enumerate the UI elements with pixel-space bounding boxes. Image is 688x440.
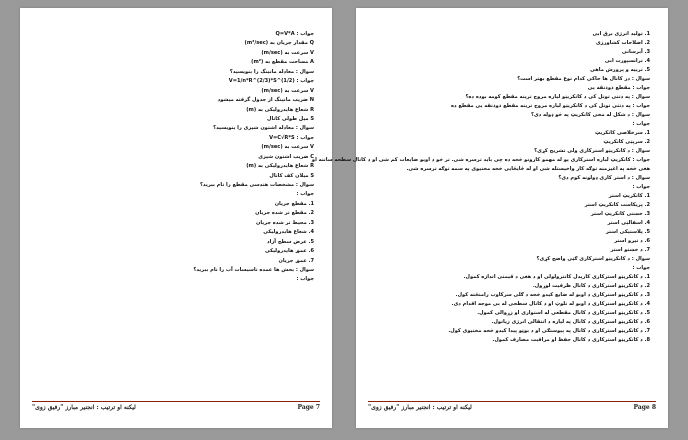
text-line: سوال : در کانال ها خاکی کدام نوع مقطع بهتر است؟	[517, 76, 650, 82]
footer-credit: لیکنه او ترتیب : انجنیر مبارز "رفیق زوی"	[368, 404, 472, 411]
document-page-right	[311, 8, 668, 428]
text-line: R شعاع هایدرولیکی به (m)	[246, 106, 314, 113]
text-line: V سرعت به (m/sec)	[261, 49, 314, 56]
text-line: 3. محیط تر شده جریان	[256, 219, 314, 226]
text-line: 7. د خښتو استر	[610, 247, 650, 253]
page-content-left	[34, 30, 314, 285]
text-line: 1. د کانکریټو استرکاری کارېدل کانترولولی او د هغی د قیمتی اندازه کمول.	[463, 274, 650, 280]
text-line: جواب : V=C√R*S	[269, 134, 314, 141]
text-line: S میل طولی کانال	[267, 115, 314, 122]
text-line: C ضریب اشتون شیزی	[258, 153, 314, 160]
text-line: جواب : V=1/n*R^(2/3)*S^(1/2)	[228, 78, 314, 85]
page-footer-left	[32, 401, 320, 414]
text-line: جواب : په دتنی تونل کی د کانکریټو لیاره مروج ترینه مقطع ذوذنقه یی مقطع ده	[451, 103, 650, 109]
text-line: A مساحت مقطع به (m²)	[251, 59, 314, 66]
text-line: 2. سرپټی کانکریټ	[603, 139, 650, 145]
text-line: 5. پلاستیکی استر	[605, 229, 650, 235]
text-line: سوال : په دتنی تونل کی د کانکریټو لیاره مروج ترینه مقطع کومه بوده ده؟	[465, 94, 650, 100]
text-line: 2. اصلاحات کشاورزی	[595, 40, 650, 46]
page-number: Page 8	[633, 404, 656, 411]
text-line: جواب : کانکریټ لیاره استرکاری یو له مهمو کارونو څخه ده چی باید ترسره شی. تر څو د اوبو ضایعات کم شی او د کانال سطحه ساتنه او	[311, 157, 650, 163]
text-line: 4. شعاع هایدرولیکی	[263, 229, 314, 236]
text-line: 1. سرخلاصی کانکریټ	[594, 130, 650, 136]
page-number: Page 7	[297, 404, 320, 411]
text-line: R شعاع هایدرولیکی به (m)	[246, 163, 314, 170]
text-line: 1. کانکریټ استر	[608, 193, 650, 199]
text-line: 7. د کانکریټو استرکاری د کانال په پیوستګی او د بوټو پیدا کیدو څخه مخنیوی کول.	[448, 328, 650, 334]
text-line: 4. اسفالټی استر	[607, 220, 650, 226]
text-line: 7. عمق جریان	[278, 257, 314, 264]
text-line: Q مقدار جریان به (m³/sec)	[244, 40, 314, 47]
text-line: جواب :	[632, 121, 650, 127]
text-line: سوال : د کانکریټو استرکاری ګټی واضح کړی؟	[536, 256, 650, 262]
text-line: سوال : د کانکریټو استرکاری ولی تشریح کړی؟	[534, 148, 650, 154]
text-line: سوال : د شکل له مخی کانکریټ په څو ډوله دی؟	[530, 112, 650, 118]
text-line: جواب :	[296, 276, 314, 283]
text-line: 5. تربیه و پرورش ماهی	[590, 67, 650, 73]
text-line: 1. تولید انرژی برق ابی	[592, 31, 650, 37]
text-line: 5. عرض سطح آزاد	[267, 238, 314, 245]
document-page-left	[20, 8, 332, 428]
footer-credit: لیکنه او ترتیب : انجنیر مبارز "رفیق زوی"	[32, 404, 136, 411]
text-line: جواب : مقطع ذوذنقه یی	[587, 85, 650, 91]
text-line: هغی څخه په اغیزمنه توګه کار واخیستله شی او له ځایځایی څخه مخنیوی په سمه توګه ترسره شی.	[406, 166, 650, 172]
page-content-right	[311, 30, 650, 345]
text-line: 6. عمق هایدرولیکی	[264, 248, 314, 255]
text-line: 3. خښتی کانکریټ استر	[590, 211, 650, 217]
text-line: سوال : بخش ها عمده تاسیسات آب را نام ببرید؟	[193, 266, 314, 273]
text-line: سوال : معادله مانینگ را بنویسید؟	[229, 68, 314, 75]
text-line: 1. مقطع جریان	[274, 200, 314, 207]
text-line: 4. ترانسپورت ابی	[604, 58, 650, 64]
text-line: 3. د کانکریټو استرکاری د اوبو له ضایع کیدو څخه د ګلی سرکاوب رامنځته کول.	[455, 292, 650, 298]
text-line: سوال : مشخصات هندسی مقطع را نام ببرید؟	[199, 182, 314, 188]
text-line: V سرعت به (m/sec)	[261, 144, 314, 151]
text-line: 6. د تیږو استر	[614, 238, 650, 244]
text-line: 4. د کانکریټو استرکاری د اوبو له تلوټ او د کانال سطحی له بی موجه اقدام دی.	[451, 301, 650, 307]
text-line: جواب :	[632, 184, 650, 190]
text-line: جواب :	[632, 265, 650, 271]
text-line: 5. د کانکریټو استرکاری د کانال مقطعی له استواری او زړوالی کمول.	[477, 310, 650, 316]
text-line: N ضریب مانینگ از جدول گرفته میشود	[217, 97, 314, 104]
text-line: V سرعت به (m/sec)	[261, 87, 314, 94]
text-line: 2. مقطع تر شده جریان	[255, 210, 314, 217]
text-line: جواب : Q=V*A	[275, 31, 314, 37]
text-line: 2. پریکاست کانکریټ استر	[584, 202, 650, 208]
text-line: S میلان کف کانال	[269, 172, 314, 179]
text-line: جواب :	[296, 191, 314, 198]
text-line: 6. د کانکریټو استرکاری د کانال په لیاره د انتقالی انرژی زیاتول.	[491, 319, 650, 325]
page-footer-right	[368, 401, 656, 414]
text-line: 8. د کانکریټو استرکاری د کانال حفظ او مراقبت مصارف کمول.	[492, 337, 650, 343]
text-line: سوال : د استر کاری ډولونه کوم دی؟	[558, 175, 650, 181]
text-line: 2. د کانکریټو استرکاری د کانال ظرفیت لوړول.	[532, 283, 650, 289]
text-line: 3. آبرسانی	[621, 49, 650, 55]
text-line: سوال : معادله اشتون شیزی را بنویسید؟	[213, 125, 314, 132]
